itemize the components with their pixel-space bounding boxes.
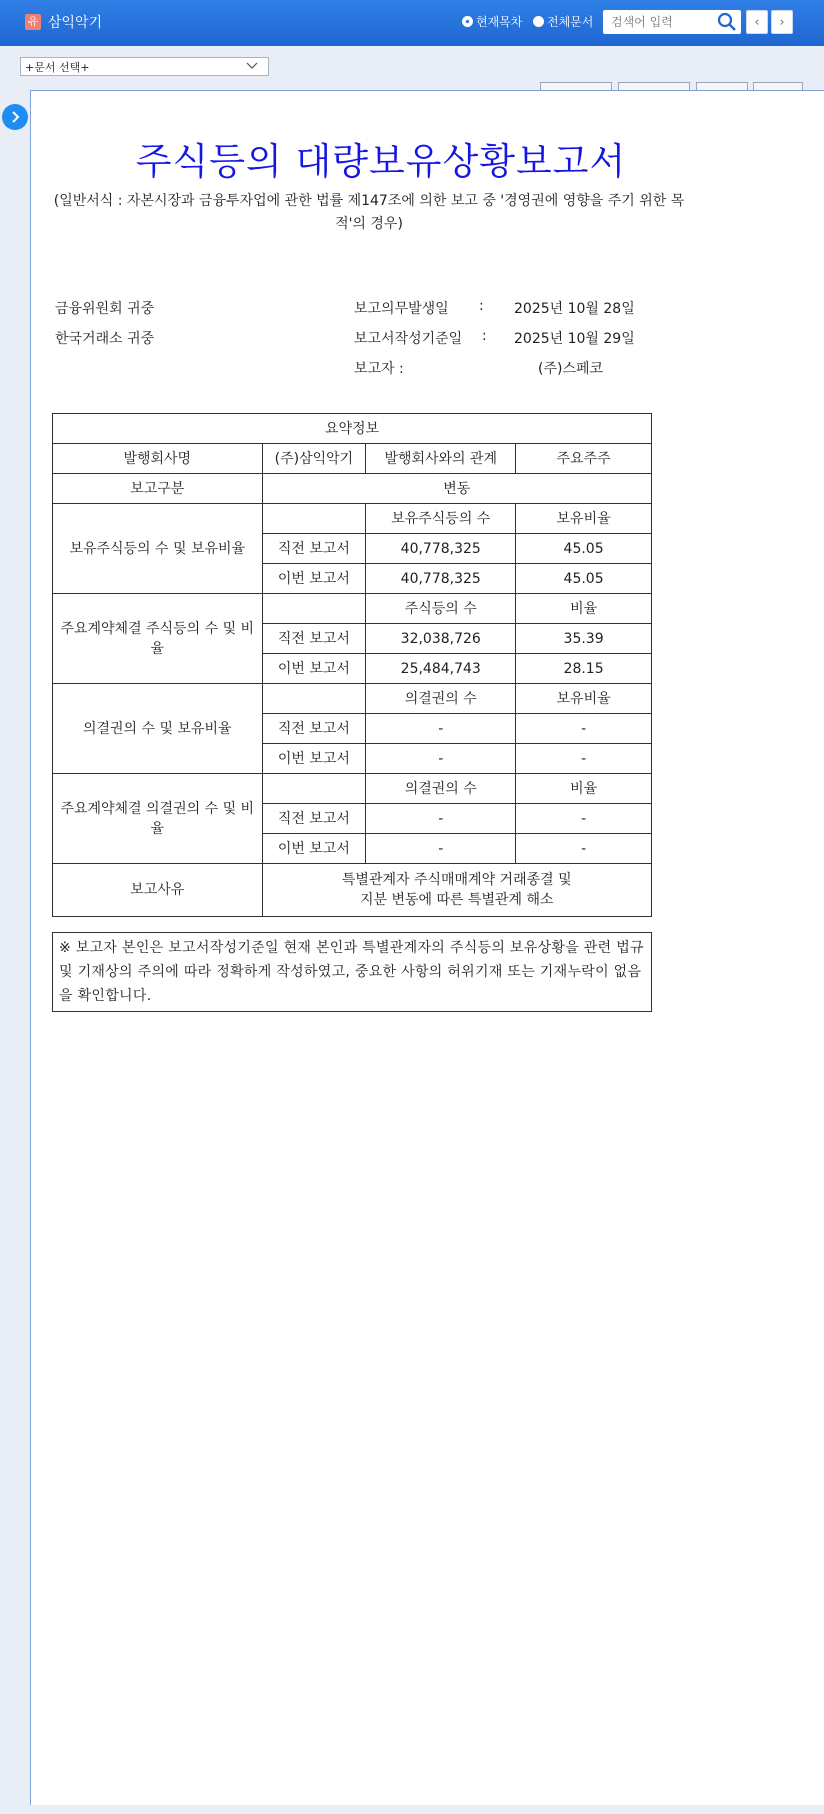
table-cell: 32,038,726 [366, 624, 516, 654]
column-header: 비율 [516, 774, 652, 804]
table-row [53, 864, 652, 917]
table-cell: 35.39 [516, 624, 652, 654]
column-header: 보유비율 [516, 684, 652, 714]
current-report-label: 이번 보고서 [262, 564, 366, 594]
sidebar-toggle-button[interactable] [2, 104, 28, 130]
confirmation-statement: ※ 보고자 본인은 보고서작성기준일 현재 본인과 특별관계자의 주식등의 보유상황을 관련 법규 및 기재상의 주의에 따라 정확하게 작성하였고, 중요한 사항의 허위기재 또는 기재누락이 없음을 확인합니다. [52, 932, 652, 1012]
reporter-label: 보고자 : [354, 361, 404, 377]
table-cell: - [516, 804, 652, 834]
issuer-name: (주)삼익악기 [262, 444, 366, 474]
previous-report-label: 직전 보고서 [262, 804, 366, 834]
viewer-bottom-edge [30, 1805, 824, 1814]
base-date-label: 보고서작성기준일 [354, 331, 463, 347]
top-header [0, 0, 824, 46]
column-header: 비율 [516, 594, 652, 624]
report-reason-line: 특별관계자 주식매매계약 거래종결 및 [341, 872, 572, 888]
search-icon[interactable] [716, 12, 738, 32]
empty-cell [262, 504, 366, 534]
chevron-right-icon [9, 111, 21, 123]
report-type-value: 변동 [262, 474, 651, 504]
radio-current-toc[interactable] [462, 13, 522, 30]
section-label: 보유주식등의 수 및 보유비율 [53, 504, 263, 594]
summary-header: 요약정보 [53, 414, 652, 444]
document-viewer [30, 90, 824, 1807]
base-date: 2025년 10월 29일 [514, 331, 635, 347]
report-reason-value [262, 864, 651, 917]
column-header: 보유비율 [516, 504, 652, 534]
colon-separator: : [479, 298, 484, 314]
chevron-down-icon [246, 61, 258, 71]
radio-unselected-icon[interactable] [533, 16, 544, 27]
reporter-name: (주)스페코 [538, 361, 604, 377]
company-logo-icon: 유 [25, 14, 41, 30]
table-cell: - [516, 834, 652, 864]
table-cell: - [366, 834, 516, 864]
radio-selected-icon[interactable] [462, 16, 473, 27]
table-row [53, 594, 652, 624]
current-report-label: 이번 보고서 [262, 744, 366, 774]
obligation-date: 2025년 10월 28일 [514, 301, 635, 317]
colon-separator: : [482, 328, 487, 344]
previous-report-label: 직전 보고서 [262, 534, 366, 564]
recipient-krx: 한국거래소 귀중 [55, 331, 155, 347]
current-report-label: 이번 보고서 [262, 834, 366, 864]
document-title: 주식등의 대량보유상황보고서 [135, 140, 627, 183]
table-row [53, 684, 652, 714]
document-subtitle: (일반서식 : 자본시장과 금융투자업에 관한 법률 제147조에 의한 보고 중 '경영권에 영향을 주기 위한 목적'의 경우) [53, 193, 685, 232]
report-type-label: 보고구분 [53, 474, 263, 504]
table-cell: 45.05 [516, 564, 652, 594]
column-header: 주식등의 수 [366, 594, 516, 624]
table-cell: 40,778,325 [366, 534, 516, 564]
issuer-label: 발행회사명 [53, 444, 263, 474]
table-row [53, 444, 652, 474]
radio-all-docs-label: 전체문서 [547, 15, 594, 29]
radio-all-docs[interactable] [533, 13, 593, 30]
report-reason-label: 보고사유 [53, 864, 263, 917]
chevron-left-icon: ‹ [754, 14, 760, 30]
table-cell: - [366, 804, 516, 834]
table-cell: 28.15 [516, 654, 652, 684]
document-select-value: +문서 선택+ [25, 61, 90, 74]
recipient-fsc: 금융위원회 귀중 [55, 301, 155, 317]
empty-cell [262, 594, 366, 624]
table-row [53, 504, 652, 534]
column-header: 의결권의 수 [366, 684, 516, 714]
company-name[interactable]: 삼익악기 [48, 15, 103, 31]
table-cell: 40,778,325 [366, 564, 516, 594]
previous-report-label: 직전 보고서 [262, 714, 366, 744]
table-cell: - [366, 744, 516, 774]
table-cell: 45.05 [516, 534, 652, 564]
table-row [53, 774, 652, 804]
report-reason-line: 지분 변동에 따른 특별관계 해소 [359, 892, 554, 908]
empty-cell [262, 684, 366, 714]
table-row [53, 414, 652, 444]
summary-table [52, 413, 652, 917]
empty-cell [262, 774, 366, 804]
table-row [53, 474, 652, 504]
current-report-label: 이번 보고서 [262, 654, 366, 684]
radio-current-toc-label: 현재목차 [476, 15, 523, 29]
section-label: 주요계약체결 의결권의 수 및 비율 [53, 774, 263, 864]
document-select[interactable] [20, 57, 269, 76]
relation-value: 주요주주 [516, 444, 652, 474]
next-result-button[interactable] [771, 10, 793, 34]
prev-result-button[interactable] [746, 10, 768, 34]
table-cell: - [516, 714, 652, 744]
table-cell: - [366, 714, 516, 744]
column-header: 의결권의 수 [366, 774, 516, 804]
table-cell: 25,484,743 [366, 654, 516, 684]
chevron-right-icon: › [779, 14, 785, 30]
relation-label: 발행회사와의 관계 [366, 444, 516, 474]
previous-report-label: 직전 보고서 [262, 624, 366, 654]
section-label: 주요계약체결 주식등의 수 및 비율 [53, 594, 263, 684]
section-label: 의결권의 수 및 보유비율 [53, 684, 263, 774]
table-cell: - [516, 744, 652, 774]
obligation-date-label: 보고의무발생일 [354, 301, 449, 317]
column-header: 보유주식등의 수 [366, 504, 516, 534]
